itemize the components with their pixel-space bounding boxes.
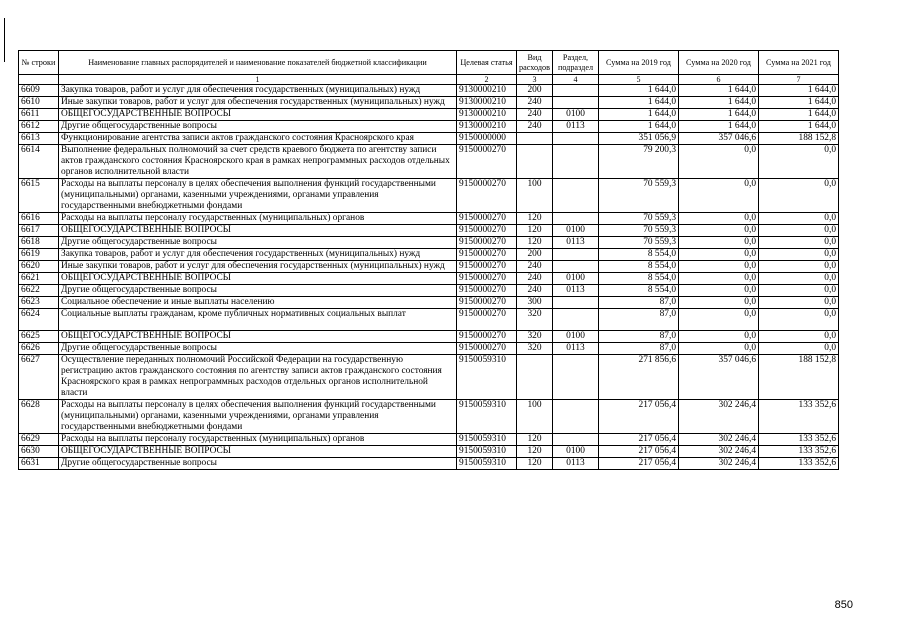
row-sum-2021: 0,0	[759, 225, 839, 237]
row-sum-2021: 133 352,6	[759, 458, 839, 470]
row-expense-type: 120	[517, 458, 553, 470]
row-sum-2019: 87,0	[599, 297, 679, 309]
table-row	[19, 331, 839, 343]
row-sum-2021: 0,0	[759, 273, 839, 285]
row-number: 6613	[19, 133, 59, 145]
row-sum-2019: 70 559,3	[599, 225, 679, 237]
row-sum-2020: 1 644,0	[679, 97, 759, 109]
row-number: 6631	[19, 458, 59, 470]
row-sum-2021: 0,0	[759, 331, 839, 343]
row-name: ОБЩЕГОСУДАРСТВЕННЫЕ ВОПРОСЫ	[59, 109, 457, 121]
header-sum-2019: Сумма на 2019 год	[599, 51, 679, 75]
row-section: 0113	[553, 285, 599, 297]
header-sum-2021: Сумма на 2021 год	[759, 51, 839, 75]
row-number: 6612	[19, 121, 59, 133]
row-name: Функционирование агентства записи актов гражданского состояния Красноярского края	[59, 133, 457, 145]
row-section	[553, 434, 599, 446]
header-row-no: № строки	[19, 51, 59, 75]
row-expense-type	[517, 145, 553, 179]
row-sum-2019: 1 644,0	[599, 85, 679, 97]
row-section	[553, 145, 599, 179]
header-expense-type: Вид расходов	[517, 51, 553, 75]
row-target: 9150000270	[457, 273, 517, 285]
row-sum-2020: 0,0	[679, 225, 759, 237]
row-sum-2020: 0,0	[679, 249, 759, 261]
row-number: 6628	[19, 400, 59, 434]
row-sum-2020: 357 046,6	[679, 133, 759, 145]
row-section: 0100	[553, 273, 599, 285]
row-name: Другие общегосударственные вопросы	[59, 237, 457, 249]
row-target: 9150059310	[457, 446, 517, 458]
row-number: 6618	[19, 237, 59, 249]
table-row	[19, 446, 839, 458]
row-section	[553, 355, 599, 400]
row-expense-type: 300	[517, 297, 553, 309]
row-section	[553, 261, 599, 273]
row-number: 6615	[19, 179, 59, 213]
row-name: Социальное обеспечение и иные выплаты населению	[59, 297, 457, 309]
row-sum-2020: 302 246,4	[679, 400, 759, 434]
row-number: 6626	[19, 343, 59, 355]
row-number: 6629	[19, 434, 59, 446]
row-target: 9150000270	[457, 145, 517, 179]
row-target: 9150000270	[457, 261, 517, 273]
row-number: 6622	[19, 285, 59, 297]
row-section	[553, 213, 599, 225]
row-sum-2020: 1 644,0	[679, 85, 759, 97]
row-name: Другие общегосударственные вопросы	[59, 121, 457, 133]
row-number: 6619	[19, 249, 59, 261]
row-expense-type: 320	[517, 343, 553, 355]
row-sum-2019: 87,0	[599, 343, 679, 355]
row-target: 9150000270	[457, 249, 517, 261]
table-row	[19, 213, 839, 225]
column-number-row	[19, 75, 839, 85]
row-number: 6627	[19, 355, 59, 400]
table-row	[19, 237, 839, 249]
row-sum-2020: 0,0	[679, 309, 759, 331]
column-number: 4	[553, 75, 599, 85]
row-sum-2020: 357 046,6	[679, 355, 759, 400]
table-row	[19, 458, 839, 470]
table-row	[19, 343, 839, 355]
row-target: 9150000270	[457, 285, 517, 297]
row-sum-2019: 8 554,0	[599, 285, 679, 297]
row-target: 9150059310	[457, 434, 517, 446]
row-sum-2019: 217 056,4	[599, 458, 679, 470]
row-expense-type: 120	[517, 434, 553, 446]
row-sum-2019: 8 554,0	[599, 249, 679, 261]
row-sum-2019: 79 200,3	[599, 145, 679, 179]
row-sum-2021: 0,0	[759, 297, 839, 309]
row-sum-2021: 0,0	[759, 261, 839, 273]
row-section	[553, 133, 599, 145]
row-sum-2020: 0,0	[679, 145, 759, 179]
row-expense-type: 120	[517, 213, 553, 225]
row-name: Другие общегосударственные вопросы	[59, 343, 457, 355]
row-sum-2019: 1 644,0	[599, 97, 679, 109]
row-section: 0113	[553, 121, 599, 133]
row-sum-2020: 302 246,4	[679, 446, 759, 458]
row-expense-type: 240	[517, 285, 553, 297]
row-sum-2019: 70 559,3	[599, 213, 679, 225]
row-section: 0100	[553, 331, 599, 343]
row-section	[553, 400, 599, 434]
row-name: Другие общегосударственные вопросы	[59, 458, 457, 470]
row-target: 9150059310	[457, 458, 517, 470]
row-section	[553, 297, 599, 309]
row-sum-2020: 0,0	[679, 285, 759, 297]
row-sum-2021: 0,0	[759, 309, 839, 331]
table-body	[19, 85, 839, 470]
row-number: 6625	[19, 331, 59, 343]
row-section: 0113	[553, 458, 599, 470]
column-number: 6	[679, 75, 759, 85]
row-number: 6614	[19, 145, 59, 179]
table-row	[19, 179, 839, 213]
row-number: 6623	[19, 297, 59, 309]
row-name: ОБЩЕГОСУДАРСТВЕННЫЕ ВОПРОСЫ	[59, 331, 457, 343]
row-target: 9130000210	[457, 109, 517, 121]
row-sum-2019: 1 644,0	[599, 109, 679, 121]
row-section: 0100	[553, 446, 599, 458]
row-section	[553, 85, 599, 97]
row-number: 6609	[19, 85, 59, 97]
row-section	[553, 249, 599, 261]
row-sum-2021: 0,0	[759, 237, 839, 249]
row-name: Расходы на выплаты персоналу государственных (муниципальных) органов	[59, 213, 457, 225]
row-target: 9150059310	[457, 355, 517, 400]
table-row	[19, 285, 839, 297]
row-section	[553, 309, 599, 331]
column-number	[19, 75, 59, 85]
row-sum-2020: 0,0	[679, 179, 759, 213]
row-sum-2021: 1 644,0	[759, 85, 839, 97]
row-sum-2019: 70 559,3	[599, 179, 679, 213]
row-expense-type: 120	[517, 237, 553, 249]
row-target: 9150000270	[457, 179, 517, 213]
table-row	[19, 400, 839, 434]
column-number: 2	[457, 75, 517, 85]
table-row	[19, 145, 839, 179]
row-target: 9130000210	[457, 85, 517, 97]
table-row	[19, 355, 839, 400]
row-sum-2020: 1 644,0	[679, 109, 759, 121]
row-name: Расходы на выплаты персоналу в целях обеспечения выполнения функций государственными (муниципальными) органами, казенными учреждениями, органами управления государственными внебюджетными фондами	[59, 400, 457, 434]
row-target: 9150000270	[457, 237, 517, 249]
table-row	[19, 309, 839, 331]
row-sum-2019: 8 554,0	[599, 261, 679, 273]
row-sum-2019: 87,0	[599, 331, 679, 343]
column-number: 5	[599, 75, 679, 85]
row-name: ОБЩЕГОСУДАРСТВЕННЫЕ ВОПРОСЫ	[59, 273, 457, 285]
row-sum-2019: 87,0	[599, 309, 679, 331]
row-name: ОБЩЕГОСУДАРСТВЕННЫЕ ВОПРОСЫ	[59, 225, 457, 237]
row-sum-2021: 0,0	[759, 249, 839, 261]
row-sum-2021: 133 352,6	[759, 446, 839, 458]
row-name: Расходы на выплаты персоналу в целях обеспечения выполнения функций государственными (муниципальными) органами, казенными учреждениями, органами управления государственными внебюджетными фондами	[59, 179, 457, 213]
row-target: 9150000270	[457, 343, 517, 355]
row-sum-2019: 351 056,9	[599, 133, 679, 145]
budget-table	[18, 50, 839, 470]
row-sum-2020: 0,0	[679, 297, 759, 309]
row-expense-type: 240	[517, 273, 553, 285]
row-sum-2021: 133 352,6	[759, 434, 839, 446]
table-row	[19, 273, 839, 285]
row-name: Закупка товаров, работ и услуг для обеспечения государственных (муниципальных) нужд	[59, 85, 457, 97]
row-section: 0100	[553, 109, 599, 121]
row-sum-2021: 0,0	[759, 145, 839, 179]
row-name: ОБЩЕГОСУДАРСТВЕННЫЕ ВОПРОСЫ	[59, 446, 457, 458]
row-expense-type: 320	[517, 309, 553, 331]
row-sum-2021: 133 352,6	[759, 400, 839, 434]
row-sum-2020: 0,0	[679, 261, 759, 273]
row-sum-2021: 188 152,8	[759, 133, 839, 145]
table-row	[19, 261, 839, 273]
row-number: 6621	[19, 273, 59, 285]
row-expense-type	[517, 133, 553, 145]
row-sum-2021: 0,0	[759, 179, 839, 213]
row-sum-2021: 0,0	[759, 213, 839, 225]
row-sum-2020: 302 246,4	[679, 434, 759, 446]
header-row	[19, 51, 839, 75]
row-sum-2019: 271 856,6	[599, 355, 679, 400]
row-name: Расходы на выплаты персоналу государственных (муниципальных) органов	[59, 434, 457, 446]
page-number: 850	[834, 599, 853, 611]
row-target: 9150000270	[457, 225, 517, 237]
header-name: Наименование главных распорядителей и наименование показателей бюджетной классификации	[59, 51, 457, 75]
header-target: Целевая статья	[457, 51, 517, 75]
row-number: 6630	[19, 446, 59, 458]
row-target: 9130000210	[457, 97, 517, 109]
row-name: Социальные выплаты гражданам, кроме публичных нормативных социальных выплат	[59, 309, 457, 331]
column-number: 1	[59, 75, 457, 85]
table-row	[19, 109, 839, 121]
row-section: 0100	[553, 225, 599, 237]
header-section: Раздел, подраздел	[553, 51, 599, 75]
row-expense-type: 200	[517, 85, 553, 97]
row-expense-type: 100	[517, 400, 553, 434]
row-sum-2020: 0,0	[679, 237, 759, 249]
row-sum-2019: 1 644,0	[599, 121, 679, 133]
row-sum-2019: 8 554,0	[599, 273, 679, 285]
row-sum-2020: 0,0	[679, 273, 759, 285]
table-row	[19, 297, 839, 309]
row-target: 9150059310	[457, 400, 517, 434]
table-row	[19, 121, 839, 133]
row-name: Другие общегосударственные вопросы	[59, 285, 457, 297]
row-target: 9150000000	[457, 133, 517, 145]
table-row	[19, 249, 839, 261]
row-target: 9150000270	[457, 297, 517, 309]
column-number: 7	[759, 75, 839, 85]
row-expense-type: 320	[517, 331, 553, 343]
row-number: 6624	[19, 309, 59, 331]
row-sum-2019: 217 056,4	[599, 400, 679, 434]
row-target: 9130000210	[457, 121, 517, 133]
row-name: Иные закупки товаров, работ и услуг для обеспечения государственных (муниципальных) нужд	[59, 97, 457, 109]
row-target: 9150000270	[457, 213, 517, 225]
row-sum-2021: 0,0	[759, 285, 839, 297]
row-number: 6617	[19, 225, 59, 237]
table-row	[19, 225, 839, 237]
row-section	[553, 179, 599, 213]
header-sum-2020: Сумма на 2020 год	[679, 51, 759, 75]
row-expense-type: 100	[517, 179, 553, 213]
row-number: 6611	[19, 109, 59, 121]
row-name: Осуществление переданных полномочий Российской Федерации на государственную регистрацию актов гражданского состояния по агентству записи актов гражданского состояния Красноярского края в рамках непрограммных расходов отдельных органов исполнительной власти	[59, 355, 457, 400]
column-number: 3	[517, 75, 553, 85]
row-sum-2020: 0,0	[679, 331, 759, 343]
row-sum-2021: 1 644,0	[759, 97, 839, 109]
row-sum-2020: 0,0	[679, 213, 759, 225]
row-sum-2020: 1 644,0	[679, 121, 759, 133]
margin-rule	[4, 18, 5, 62]
row-expense-type: 120	[517, 225, 553, 237]
table-row	[19, 434, 839, 446]
row-expense-type: 120	[517, 446, 553, 458]
row-target: 9150000270	[457, 331, 517, 343]
row-sum-2020: 0,0	[679, 343, 759, 355]
row-number: 6620	[19, 261, 59, 273]
row-sum-2019: 217 056,4	[599, 434, 679, 446]
row-name: Иные закупки товаров, работ и услуг для обеспечения государственных (муниципальных) нужд	[59, 261, 457, 273]
row-number: 6616	[19, 213, 59, 225]
table-row	[19, 133, 839, 145]
row-sum-2021: 1 644,0	[759, 121, 839, 133]
row-expense-type: 240	[517, 261, 553, 273]
row-expense-type: 200	[517, 249, 553, 261]
row-number: 6610	[19, 97, 59, 109]
row-expense-type	[517, 355, 553, 400]
table-row	[19, 97, 839, 109]
row-sum-2019: 70 559,3	[599, 237, 679, 249]
row-expense-type: 240	[517, 121, 553, 133]
row-name: Закупка товаров, работ и услуг для обеспечения государственных (муниципальных) нужд	[59, 249, 457, 261]
row-sum-2021: 188 152,8	[759, 355, 839, 400]
row-section: 0113	[553, 237, 599, 249]
row-sum-2020: 302 246,4	[679, 458, 759, 470]
row-target: 9150000270	[457, 309, 517, 331]
row-sum-2021: 0,0	[759, 343, 839, 355]
row-expense-type: 240	[517, 109, 553, 121]
row-expense-type: 240	[517, 97, 553, 109]
table-row	[19, 85, 839, 97]
row-name: Выполнение федеральных полномочий за счет средств краевого бюджета по агентству записи актов гражданского состояния Красноярского края в рамках непрограммных расходов отдельных органов исполнительной власти	[59, 145, 457, 179]
row-section	[553, 97, 599, 109]
row-sum-2021: 1 644,0	[759, 109, 839, 121]
row-sum-2019: 217 056,4	[599, 446, 679, 458]
row-section: 0113	[553, 343, 599, 355]
